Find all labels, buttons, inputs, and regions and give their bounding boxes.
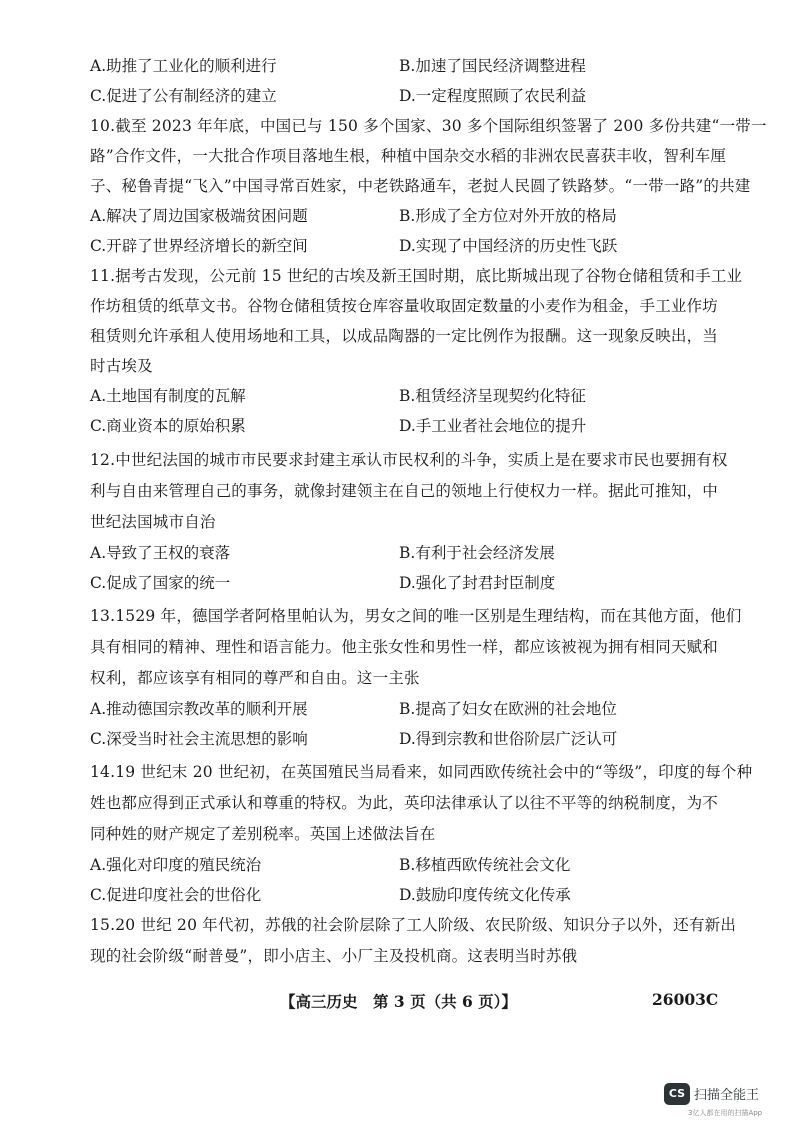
q13-stem-line-1: 13.1529 年，德国学者阿格里帕认为，男女之间的唯一区别是生理结构，而在其他方面，他们 bbox=[90, 607, 742, 625]
q10-option-a: A.解决了周边国家极端贫困问题 bbox=[90, 207, 308, 225]
q14-option-a: A.强化对印度的殖民统治 bbox=[90, 856, 262, 874]
page-footer-label: 【高三历史 第 3 页（共 6 页）】 bbox=[280, 992, 517, 1011]
q13-stem-line-3: 权利，都应该享有相同的尊严和自由。这一主张 bbox=[90, 669, 420, 687]
q11-stem-line-1: 11.据考古发现，公元前 15 世纪的古埃及新王国时期，底比斯城出现了谷物仓储租赁和手工业 bbox=[90, 267, 743, 285]
watermark-app-name: 扫描全能王 bbox=[694, 1088, 760, 1103]
q11-stem-line-4: 时古埃及 bbox=[90, 357, 153, 375]
q12-stem-line-1: 12.中世纪法国的城市市民要求封建主承认市民权利的斗争，实质上是在要求市民也要拥有权 bbox=[90, 451, 728, 469]
q13-option-c: C.深受当时社会主流思想的影响 bbox=[90, 730, 308, 748]
scanner-watermark bbox=[664, 1083, 782, 1121]
q12-option-c: C.促成了国家的统一 bbox=[90, 574, 231, 592]
q9-option-d: D.一定程度照顾了农民利益 bbox=[399, 87, 587, 105]
q15-stem-line-2: 现的社会阶级“耐普曼”，即小店主、小厂主及投机商。这表明当时苏俄 bbox=[90, 947, 578, 965]
q13-option-b: B.提高了妇女在欧洲的社会地位 bbox=[399, 700, 617, 718]
q12-option-b: B.有利于社会经济发展 bbox=[399, 544, 555, 562]
q11-option-c: C.商业资本的原始积累 bbox=[90, 417, 246, 435]
q15-stem-line-1: 15.20 世纪 20 年代初，苏俄的社会阶层除了工人阶级、农民阶级、知识分子以外，还有新出 bbox=[90, 916, 737, 934]
q13-option-a: A.推动德国宗教改革的顺利开展 bbox=[90, 700, 308, 718]
q10-option-b: B.形成了全方位对外开放的格局 bbox=[399, 207, 617, 225]
q11-option-b: B.租赁经济呈现契约化特征 bbox=[399, 387, 586, 405]
q11-stem-line-3: 租赁则允许承租人使用场地和工具，以成品陶器的一定比例作为报酬。这一现象反映出，当 bbox=[90, 327, 719, 345]
q10-option-c: C.开辟了世界经济增长的新空间 bbox=[90, 237, 308, 255]
q9-option-c: C.促进了公有制经济的建立 bbox=[90, 87, 277, 105]
q14-stem-line-1: 14.19 世纪末 20 世纪初，在英国殖民当局看来，如同西欧传统社会中的“等级”，印度的每个种 bbox=[90, 763, 753, 781]
q9-option-b: B.加速了国民经济调整进程 bbox=[399, 57, 586, 75]
q13-stem-line-2: 具有相同的精神、理性和语言能力。他主张女性和男性一样，都应该被视为拥有相同天赋和 bbox=[90, 638, 719, 656]
q12-stem-line-3: 世纪法国城市自治 bbox=[90, 513, 216, 531]
q10-stem-line-1: 10.截至 2023 年年底，中国已与 150 多个国家、30 多个国际组织签署了 200 多份共建“一带一 bbox=[90, 117, 767, 135]
paper-code: 26003C bbox=[652, 990, 719, 1009]
q11-option-a: A.土地国有制度的瓦解 bbox=[90, 387, 246, 405]
q14-option-c: C.促进印度社会的世俗化 bbox=[90, 886, 262, 904]
watermark-tagline: 3亿人都在用的扫描App bbox=[688, 1109, 763, 1117]
q11-option-d: D.手工业者社会地位的提升 bbox=[399, 417, 587, 435]
q12-stem-line-2: 利与自由来管理自己的事务，就像封建领主在自己的领地上行使权力一样。据此可推知，中 bbox=[90, 482, 719, 500]
q14-option-b: B.移植西欧传统社会文化 bbox=[399, 856, 571, 874]
q13-option-d: D.得到宗教和世俗阶层广泛认可 bbox=[399, 730, 618, 748]
q14-stem-line-3: 同种姓的财产规定了差别税率。英国上述做法旨在 bbox=[90, 825, 436, 843]
q14-stem-line-2: 姓也都应得到正式承认和尊重的特权。为此，英印法律承认了以往不平等的纳税制度，为不 bbox=[90, 794, 719, 812]
q9-option-a: A.助推了工业化的顺利进行 bbox=[90, 57, 277, 75]
q12-option-a: A.导致了王权的衰落 bbox=[90, 544, 231, 562]
camscanner-logo-icon: CS bbox=[664, 1083, 690, 1105]
q11-stem-line-2: 作坊租赁的纸草文书。谷物仓储租赁按仓库容量收取固定数量的小麦作为租金，手工业作坊 bbox=[90, 297, 719, 315]
q12-option-d: D.强化了封君封臣制度 bbox=[399, 574, 556, 592]
q10-stem-line-3: 子、秘鲁青提“飞入”中国寻常百姓家，中老铁路通车，老挝人民圆了铁路梦。“一带一路”的共建 bbox=[90, 177, 751, 195]
q14-option-d: D.鼓励印度传统文化传承 bbox=[399, 886, 571, 904]
q10-stem-line-2: 路”合作文件，一大批合作项目落地生根，种植中国杂交水稻的非洲农民喜获丰收，智利车厘 bbox=[90, 147, 727, 165]
q10-option-d: D.实现了中国经济的历史性飞跃 bbox=[399, 237, 618, 255]
